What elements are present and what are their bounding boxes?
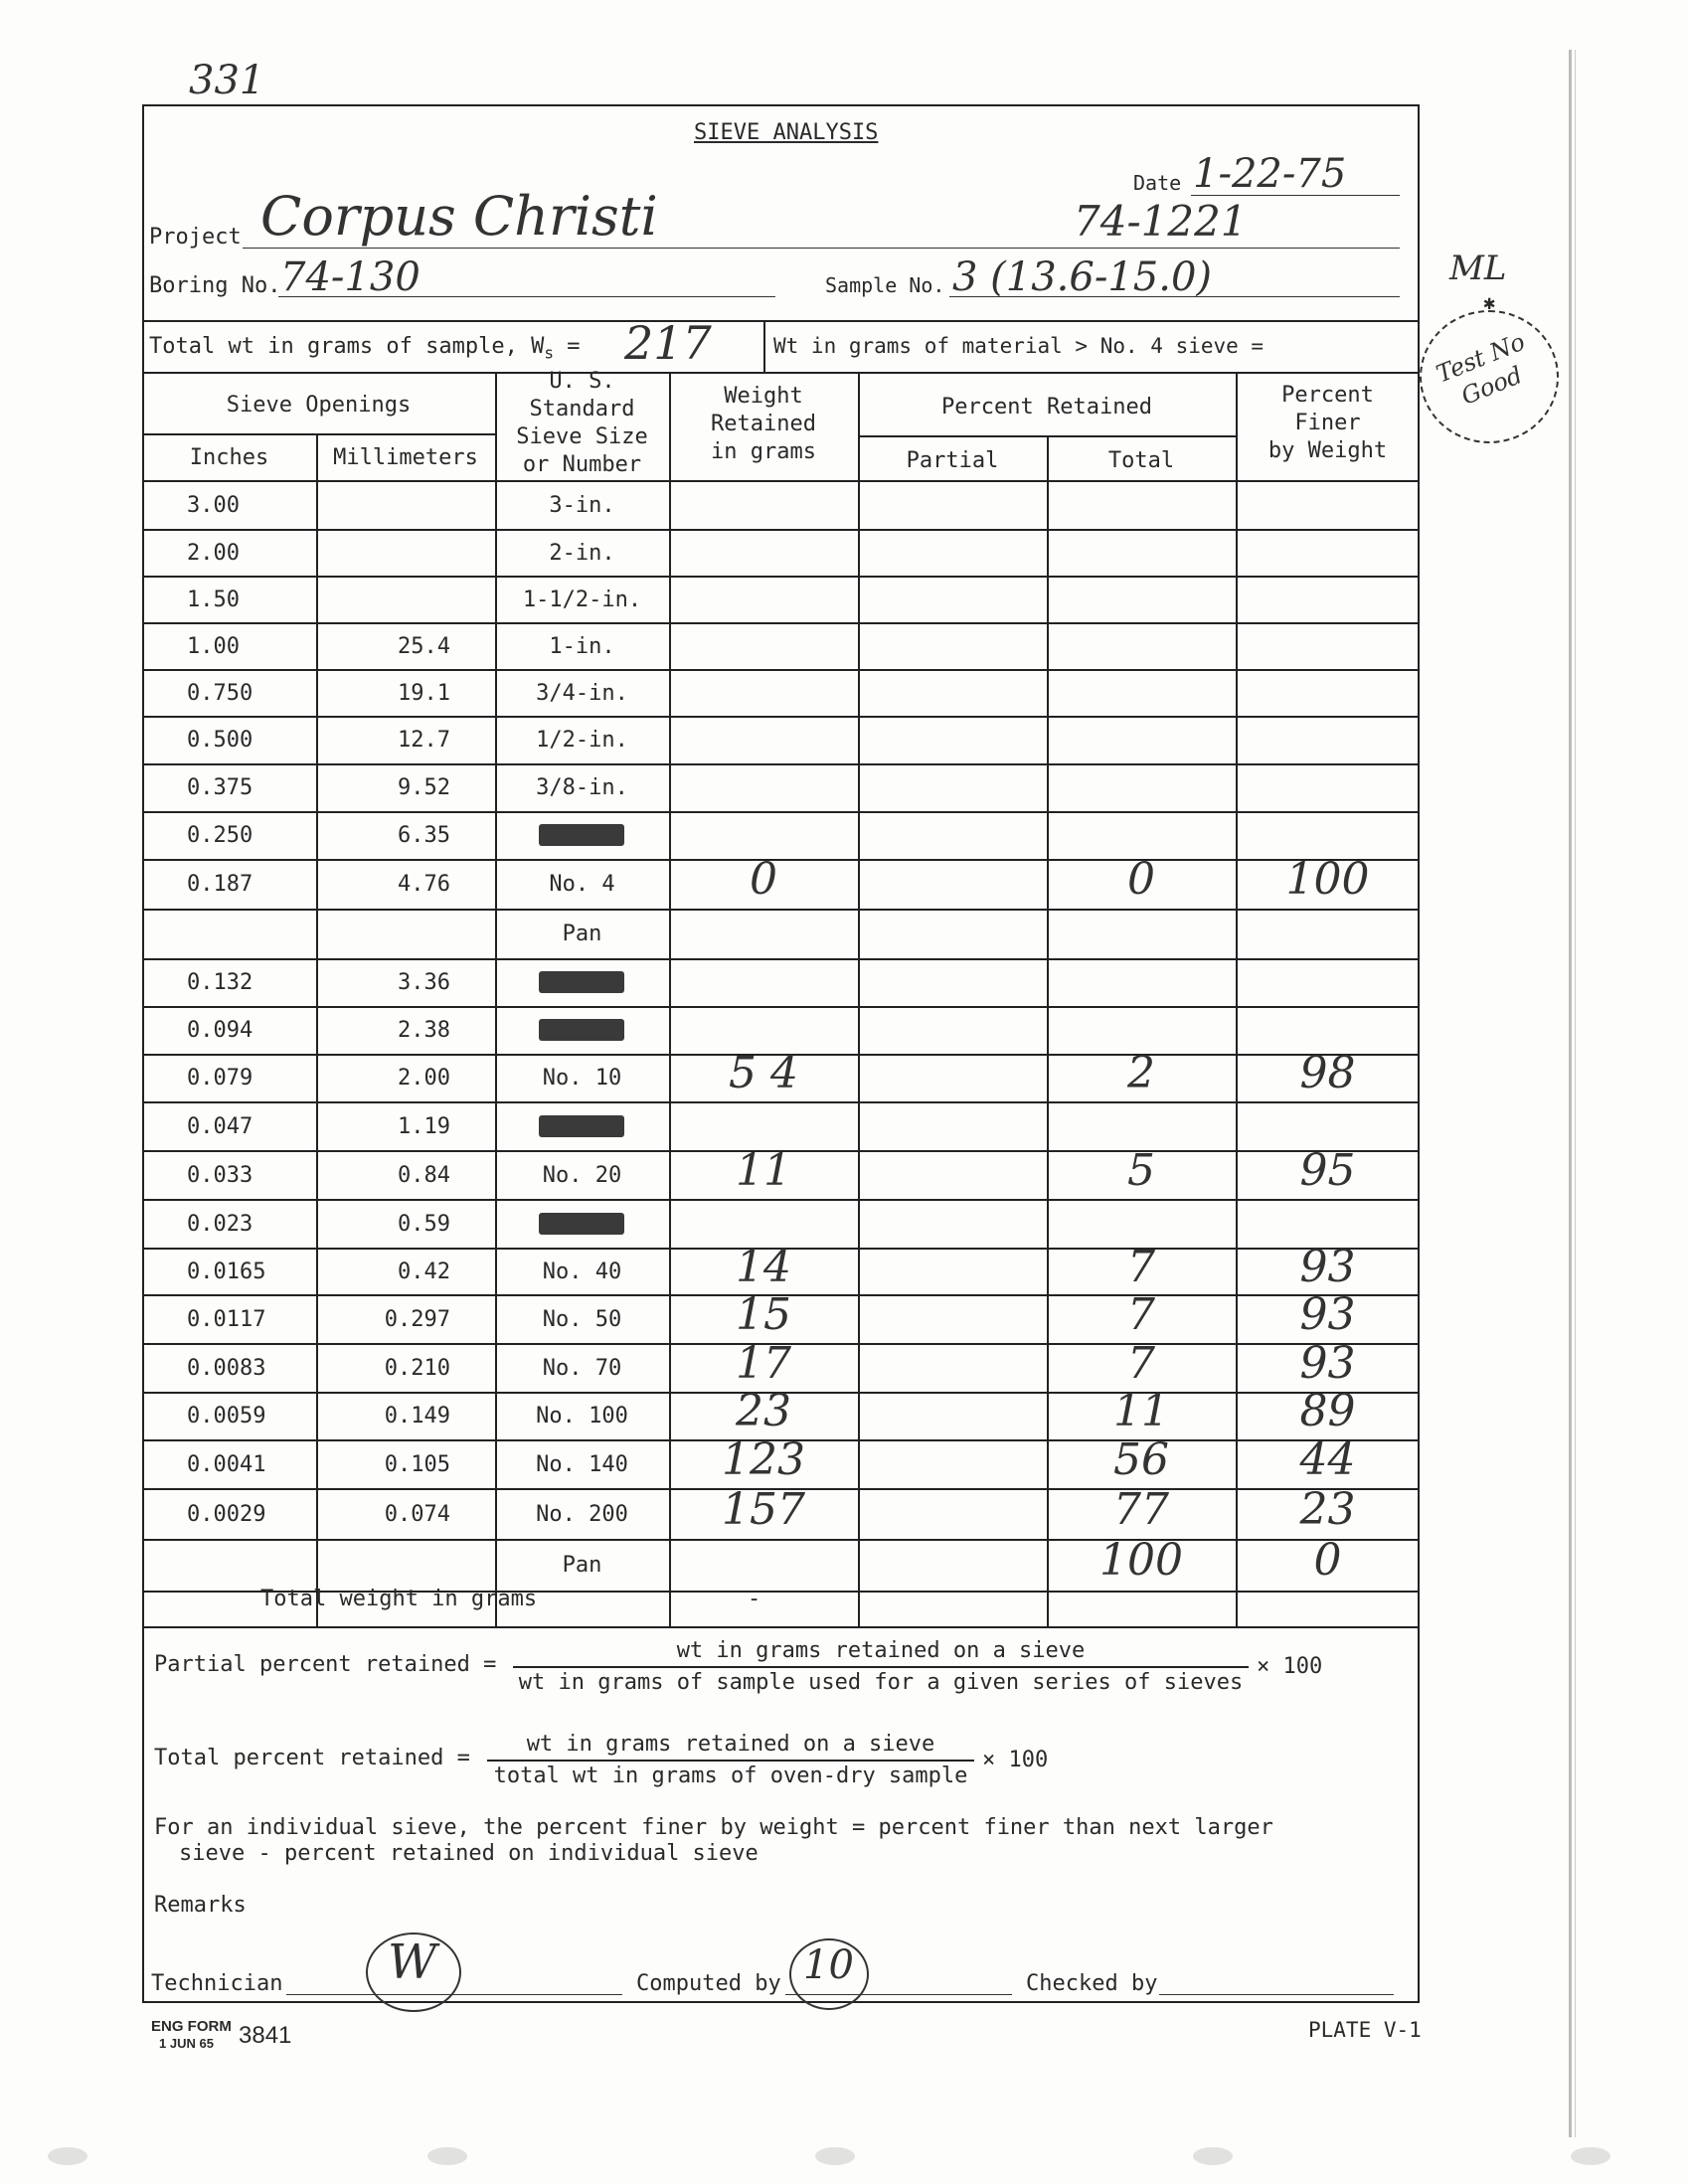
formula1-denominator: wt in grams of sample used for a given series of sieves (518, 1670, 1244, 1695)
redaction-mark (539, 1213, 624, 1235)
cell-mm: 0.149 (384, 1404, 450, 1428)
scan-edge-inner (1575, 50, 1576, 2137)
formula2-numerator: wt in grams retained on a sieve (526, 1732, 935, 1757)
cell-weight: 123 (722, 1433, 805, 1485)
cell-inches: 0.0117 (187, 1306, 266, 1332)
test-note: Test No Good (1432, 327, 1529, 411)
cell-sieve: No. 40 (542, 1259, 622, 1284)
scan-speck (48, 2147, 87, 2165)
cell-inches: 0.375 (187, 775, 253, 800)
form-name: ENG FORM (151, 2018, 232, 2035)
cell-weight: 0 (750, 854, 777, 905)
cell-inches: 0.033 (187, 1162, 253, 1188)
header-weight-line2: Retained (711, 412, 816, 436)
header-us-standard-line1: U. S. (549, 369, 615, 394)
row-rule (142, 811, 1420, 813)
cell-mm: 0.42 (398, 1259, 450, 1284)
row-rule (142, 1199, 1420, 1201)
header-weight-line1: Weight (724, 384, 803, 409)
cell-inches: 0.079 (187, 1066, 253, 1091)
redaction-mark (539, 1115, 624, 1137)
cell-inches: 0.0059 (187, 1404, 266, 1428)
cell-finer: 89 (1299, 1386, 1356, 1436)
project-label: Project (149, 225, 242, 250)
redaction-mark (539, 1019, 624, 1041)
cell-mm: 1.19 (398, 1113, 450, 1139)
cell-finer: 44 (1299, 1433, 1356, 1485)
formula1-label: Partial percent retained = (154, 1652, 497, 1677)
cell-inches: 0.250 (187, 823, 253, 848)
cell-inches: 0.0165 (187, 1259, 266, 1284)
row-rule (142, 1006, 1420, 1008)
header-weight-line3: in grams (711, 439, 816, 464)
project-underline (243, 248, 1400, 249)
header-finer-line3: by Weight (1267, 438, 1388, 463)
cell-inches: 2.00 (187, 540, 240, 566)
project-code: 74-1221 (1074, 197, 1248, 246)
computed-initials: 10 (803, 1942, 854, 1988)
header-us-standard-line3: Sieve Size (516, 424, 648, 449)
cell-inches: 0.750 (187, 680, 253, 706)
row-rule (142, 763, 1420, 765)
form-number: 3841 (239, 2022, 292, 2049)
cell-total: 77 (1113, 1483, 1169, 1535)
cell-inches: 0.047 (187, 1113, 253, 1139)
cell-sieve: 2-in. (549, 540, 615, 566)
date-value: 1-22-75 (1193, 151, 1347, 197)
cell-mm: 0.210 (384, 1355, 450, 1381)
scan-speck (1193, 2147, 1233, 2165)
cell-inches: 0.132 (187, 970, 253, 995)
cell-sieve: 3/8-in. (536, 775, 628, 800)
total-weight-value: - (748, 1587, 761, 1611)
page-number: 331 (189, 58, 265, 103)
classification-note: ML (1449, 249, 1507, 288)
rule (142, 1626, 1420, 1628)
row-rule (142, 669, 1420, 671)
cell-mm: 19.1 (398, 680, 450, 706)
cell-weight: 11 (736, 1144, 791, 1196)
cell-mm: 4.76 (398, 872, 450, 897)
rule (316, 433, 318, 1626)
cell-mm: 0.074 (384, 1501, 450, 1527)
formula2-factor: × 100 (982, 1748, 1049, 1772)
cell-total: 7 (1127, 1288, 1155, 1340)
cell-weight: 17 (736, 1337, 791, 1389)
cell-mm: 3.36 (398, 970, 450, 995)
rule (763, 320, 765, 372)
header-finer-line1: Percent (1281, 383, 1374, 408)
cell-inches: 0.187 (187, 872, 253, 897)
cell-total: 100 (1099, 1535, 1183, 1586)
header-us-standard (495, 368, 669, 479)
cell-sieve: 3-in. (549, 492, 615, 518)
cell-sieve: No. 70 (542, 1355, 622, 1381)
cell-weight: 157 (722, 1483, 805, 1535)
cell-total: 11 (1113, 1386, 1169, 1436)
cell-mm: 9.52 (398, 775, 450, 800)
cell-inches: 1.50 (187, 587, 240, 612)
header-us-standard-line4: or Number (522, 452, 642, 477)
boring-value: 74-130 (280, 254, 421, 300)
cell-sieve: No. 10 (542, 1066, 622, 1091)
cell-sieve: Pan (562, 1553, 602, 1578)
cell-finer: 23 (1299, 1483, 1356, 1535)
cell-mm: 2.00 (398, 1066, 450, 1091)
cell-weight: 23 (736, 1386, 791, 1436)
material-label: Wt in grams of material > No. 4 sieve = (773, 334, 1265, 358)
total-wt-label (149, 334, 581, 362)
rule (858, 372, 860, 1626)
scan-speck (1571, 2147, 1610, 2165)
cell-sieve: No. 4 (549, 872, 615, 897)
total-weight-label: Total weight in grams (260, 1587, 538, 1611)
cell-mm: 0.84 (398, 1162, 450, 1188)
formula2-fraction-bar (487, 1760, 974, 1762)
plate-label: PLATE V-1 (1308, 2018, 1422, 2042)
cell-finer: 93 (1299, 1337, 1356, 1389)
technician-underline (286, 1994, 622, 1995)
header-inches: Inches (189, 445, 269, 470)
technician-initials: W (388, 1934, 437, 1990)
header-weight-retained (669, 383, 858, 466)
cell-finer: 95 (1299, 1144, 1356, 1196)
technician-label: Technician (151, 1971, 283, 1996)
checked-label: Checked by (1026, 1971, 1158, 1996)
total-wt-subscript: s (544, 343, 554, 363)
cell-sieve: No. 200 (536, 1501, 628, 1527)
cell-sieve: 1/2-in. (536, 728, 628, 753)
cell-total: 0 (1127, 854, 1155, 905)
formula1-fraction-bar (513, 1666, 1249, 1668)
row-rule (142, 716, 1420, 718)
note-line1: For an individual sieve, the percent finer by weight = percent finer than next larger (154, 1815, 1273, 1840)
cell-finer: 93 (1299, 1241, 1356, 1292)
note-line2: sieve - percent retained on individual sieve (179, 1841, 759, 1866)
header-total: Total (1107, 448, 1175, 473)
formula1-factor: × 100 (1257, 1654, 1323, 1679)
header-sieve-openings: Sieve Openings (226, 393, 412, 418)
cell-weight: 15 (736, 1288, 791, 1340)
cell-weight: 5 4 (729, 1048, 798, 1098)
scan-speck (427, 2147, 467, 2165)
total-wt-label-text: Total wt in grams of sample, W (149, 334, 545, 359)
scan-edge (1569, 50, 1572, 2137)
total-wt-value: 217 (624, 316, 712, 370)
redaction-mark (539, 824, 624, 846)
rule (142, 480, 1420, 482)
cell-total: 2 (1127, 1048, 1155, 1098)
project-value: Corpus Christi (260, 185, 658, 248)
cell-inches: 0.0029 (187, 1501, 266, 1527)
cell-weight: 14 (736, 1241, 791, 1292)
cell-mm: 0.105 (384, 1451, 450, 1477)
computed-label: Computed by (636, 1971, 781, 1996)
cell-sieve: No. 140 (536, 1451, 628, 1477)
cell-total: 5 (1127, 1144, 1155, 1196)
cell-mm: 12.7 (398, 728, 450, 753)
cell-sieve: 3/4-in. (536, 680, 628, 706)
cell-sieve: No. 100 (536, 1404, 628, 1428)
cell-finer: 0 (1313, 1535, 1342, 1586)
cell-mm: 25.4 (398, 633, 450, 659)
formula2-denominator: total wt in grams of oven-dry sample (493, 1764, 968, 1788)
rule (142, 433, 495, 435)
form-title: SIEVE ANALYSIS (694, 120, 879, 145)
cell-total: 7 (1127, 1337, 1155, 1389)
header-us-standard-line2: Standard (529, 397, 635, 421)
cell-inches: 0.0041 (187, 1451, 266, 1477)
formula2-label: Total percent retained = (154, 1746, 470, 1770)
redaction-mark (539, 971, 624, 993)
cell-inches: 0.094 (187, 1018, 253, 1043)
header-finer-line2: Finer (1294, 411, 1361, 435)
date-label: Date (1133, 171, 1182, 195)
row-rule (142, 1101, 1420, 1103)
scan-speck (815, 2147, 855, 2165)
cell-total: 7 (1127, 1241, 1155, 1292)
cell-mm: 2.38 (398, 1018, 450, 1043)
sample-label: Sample No. (825, 273, 945, 297)
boring-label: Boring No. (149, 273, 281, 298)
cell-finer: 93 (1299, 1288, 1356, 1340)
date-underline (1191, 195, 1400, 196)
cell-inches: 0.0083 (187, 1355, 266, 1381)
total-wt-equals: = (567, 334, 581, 359)
remarks-label: Remarks (154, 1893, 247, 1918)
cell-sieve: No. 50 (542, 1306, 622, 1332)
cell-inches: 3.00 (187, 492, 240, 518)
cell-mm: 6.35 (398, 823, 450, 848)
form-date: 1 JUN 65 (159, 2036, 214, 2051)
cell-inches: 1.00 (187, 633, 240, 659)
cell-sieve: No. 20 (542, 1162, 622, 1188)
checked-underline (1159, 1994, 1394, 1995)
boring-underline (278, 296, 775, 297)
cell-finer: 98 (1299, 1048, 1356, 1098)
sample-underline (949, 296, 1400, 297)
row-rule (142, 958, 1420, 960)
cell-inches: 0.500 (187, 728, 253, 753)
cell-inches: 0.023 (187, 1211, 253, 1237)
cell-mm: 0.297 (384, 1306, 450, 1332)
formula1-numerator: wt in grams retained on a sieve (676, 1638, 1086, 1663)
cell-finer: 100 (1285, 854, 1370, 905)
row-rule (142, 622, 1420, 624)
header-percent-retained: Percent Retained (941, 395, 1152, 420)
cell-sieve: 1-in. (549, 633, 615, 659)
rule (142, 372, 1420, 374)
star-icon: ✱ (1483, 290, 1496, 314)
row-rule (142, 909, 1420, 911)
cell-sieve: Pan (562, 922, 602, 946)
row-rule (142, 529, 1420, 531)
cell-total: 56 (1113, 1433, 1169, 1485)
header-millimeters: Millimeters (333, 445, 478, 470)
cell-mm: 0.59 (398, 1211, 450, 1237)
sample-value: 3 (13.6-15.0) (952, 254, 1213, 300)
cell-sieve: 1-1/2-in. (522, 587, 642, 612)
row-rule (142, 576, 1420, 578)
header-partial: Partial (906, 448, 999, 473)
header-percent-finer (1236, 382, 1420, 465)
rule (142, 320, 1420, 322)
